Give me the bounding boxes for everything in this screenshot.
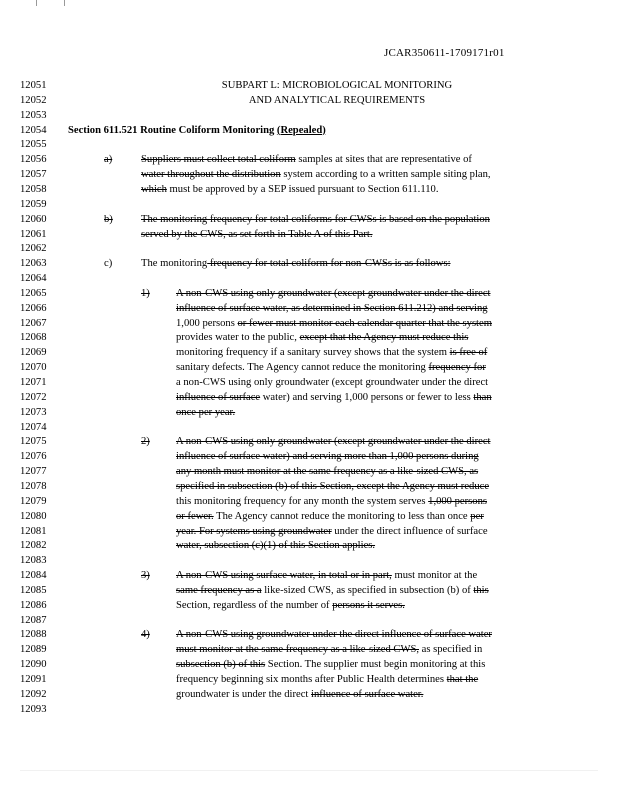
document-line: [0, 569, 618, 584]
line-number: 12067: [20, 317, 47, 329]
document-line: [0, 346, 618, 361]
document-line: [0, 198, 618, 213]
line-number: 12074: [20, 421, 47, 433]
text-segment: water) and serving 1,000 persons or fewer to less: [260, 391, 474, 403]
document-line: [0, 614, 618, 629]
text-segment: as specified in: [419, 644, 483, 656]
document-line: [0, 599, 618, 614]
line-number: 12063: [20, 258, 47, 270]
deleted-text: influence of surface water, as determined in Section 611.212) and serving: [176, 302, 488, 314]
document-line: [0, 539, 618, 554]
line-text: [68, 124, 326, 139]
line-number: 12061: [20, 228, 47, 240]
text-segment: groundwater is under the direct: [176, 688, 312, 700]
document-line: [0, 228, 618, 243]
text-segment: under the direct influence of surface: [331, 525, 488, 537]
line-number: 12081: [20, 525, 47, 537]
deleted-text: any month must monitor at the same frequency as a like-sized CWS, as: [176, 466, 479, 478]
text-segment: Section. The supplier must begin monitoring at this: [265, 659, 486, 671]
subsection-marker: 2): [141, 436, 150, 448]
page-edge: [20, 770, 598, 771]
subpart-title: [193, 94, 425, 109]
text-segment: samples at sites that are representative of: [295, 154, 472, 166]
line-number: 12065: [20, 287, 47, 299]
deleted-text: persons it serves.: [332, 599, 405, 611]
line-text: [176, 688, 423, 703]
subsection-marker: b): [104, 213, 113, 225]
line-number: 12073: [20, 406, 47, 418]
line-number: 12056: [20, 154, 47, 166]
text-segment: SUBPART L: MICROBIOLOGICAL MONITORING: [221, 80, 453, 91]
line-text: [141, 213, 490, 228]
document-line: [0, 391, 618, 406]
line-number: 12080: [20, 510, 47, 522]
line-text: [176, 539, 375, 554]
line-number: 12089: [20, 644, 47, 656]
deleted-text: year. For systems using groundwater: [176, 525, 332, 537]
document-line: [0, 421, 618, 436]
text-segment: frequency beginning six months after Public Health determines: [176, 674, 447, 685]
document-line: [0, 495, 618, 510]
line-text: [176, 599, 405, 614]
line-number: 12068: [20, 332, 47, 344]
line-number: 12052: [20, 94, 47, 106]
line-text: [176, 643, 482, 658]
line-number: 12079: [20, 495, 47, 507]
text-segment: sanitary defects. The Agency cannot reduce the monitoring: [176, 362, 429, 374]
line-number: 12076: [20, 451, 47, 463]
deleted-text: 1,000 persons: [428, 495, 487, 507]
subpart-title: [166, 79, 452, 94]
document-line: [0, 525, 618, 540]
document-line: [0, 376, 618, 391]
line-number: 12085: [20, 584, 47, 596]
line-number: 12078: [20, 480, 47, 492]
subsection-marker: 1): [141, 287, 150, 299]
document-line: [0, 138, 618, 153]
line-number: 12072: [20, 391, 47, 403]
deleted-text: water, subsection (c)(1) of this Section applies.: [176, 540, 376, 552]
text-segment: must monitor at the: [391, 570, 478, 582]
deleted-text: The monitoring frequency for total coliforms for CWSs is based on the population: [141, 213, 490, 225]
deleted-text: influence of surface water) and serving more than 1,000 persons during: [176, 451, 479, 463]
line-text: [176, 510, 484, 525]
document-line: [0, 94, 618, 109]
deleted-text: once per year.: [176, 406, 236, 418]
line-number: 12075: [20, 436, 47, 448]
deleted-text: same frequency as a: [176, 584, 262, 596]
line-number: 12059: [20, 198, 47, 210]
deleted-text: specified in subsection (b) of this Section, except the Agency must reduce: [176, 480, 490, 492]
deleted-text: influence of surface water.: [311, 688, 424, 700]
line-text: [141, 257, 451, 272]
deleted-text: A non-CWS using only groundwater (except groundwater under the direct: [176, 287, 491, 299]
line-text: [176, 391, 492, 406]
line-number: 12054: [20, 124, 47, 136]
line-number: 12071: [20, 377, 47, 388]
line-text: [176, 673, 478, 688]
document-id: JCAR350611-1709171r01: [384, 47, 505, 59]
text-segment: monitoring frequency if a sanitary survey shows that the system: [176, 347, 450, 359]
document-line: [0, 480, 618, 495]
deleted-text: frequency for total coliform for non-CWSs is as follows:: [207, 258, 451, 270]
line-text: [141, 168, 491, 183]
line-text: [176, 406, 235, 421]
subsection-marker: a): [104, 154, 113, 166]
line-text: [176, 317, 492, 332]
deleted-text: or fewer.: [176, 510, 214, 522]
deleted-text: frequency for: [428, 362, 486, 374]
line-text: [176, 465, 478, 480]
document-line: [0, 703, 618, 718]
text-segment: this monitoring frequency for any month the system serves: [176, 495, 429, 507]
line-text: [176, 450, 479, 465]
text-segment: system according to a written sample siting plan,: [280, 169, 491, 181]
document-line: [0, 673, 618, 688]
scan-artifact: [64, 0, 65, 6]
document-line: [0, 183, 618, 198]
document-line: [0, 124, 618, 139]
text-segment: The Agency cannot reduce the monitoring to less than once: [213, 510, 471, 522]
deleted-text: per: [470, 510, 484, 522]
document-line: [0, 79, 618, 94]
deleted-text: served by the CWS, as set forth in Table A of this Part.: [141, 228, 373, 240]
document-line: [0, 584, 618, 599]
document-line: [0, 109, 618, 124]
line-number: 12066: [20, 302, 47, 314]
line-number: 12051: [20, 80, 47, 91]
document-line: [0, 287, 618, 302]
deleted-text: influence of surface: [176, 391, 261, 403]
subsection-marker: 4): [141, 629, 150, 641]
document-line: [0, 643, 618, 658]
line-number: 12091: [20, 674, 47, 685]
document-line: [0, 450, 618, 465]
deleted-text: that the: [446, 674, 479, 685]
text-segment: Section, regardless of the number of: [176, 599, 333, 611]
line-text: [141, 228, 373, 243]
text-segment: a non-CWS using only groundwater (except groundwater under the direct: [176, 377, 489, 388]
line-text: [176, 361, 486, 376]
line-number: 12087: [20, 614, 47, 626]
line-number: 12064: [20, 273, 47, 285]
line-number: 12090: [20, 659, 47, 671]
line-text: [176, 376, 488, 391]
text-segment: Section 611.521 Routine Coliform Monitoring: [68, 124, 277, 136]
subsection-marker: 3): [141, 570, 150, 582]
line-number: 12092: [20, 688, 47, 700]
line-number: 12088: [20, 629, 47, 641]
line-number: 12069: [20, 347, 47, 359]
document-line: [0, 554, 618, 569]
line-number: 12084: [20, 570, 47, 582]
document-line: [0, 435, 618, 450]
document-line: [0, 213, 618, 228]
deleted-text: must monitor at the same frequency as a like-sized CWS,: [176, 644, 419, 656]
document-line: [0, 688, 618, 703]
line-text: [176, 628, 492, 643]
line-number: 12082: [20, 540, 47, 552]
document-line: [0, 242, 618, 257]
line-number: 12053: [20, 109, 47, 121]
document-line: [0, 361, 618, 376]
document-line: [0, 465, 618, 480]
document-line: [0, 153, 618, 168]
line-text: [176, 569, 477, 584]
deleted-text: A non-CWS using surface water, in total or in part,: [176, 570, 392, 582]
text-segment: The monitoring: [141, 258, 208, 270]
deleted-text: which: [141, 183, 167, 195]
scan-artifact: [36, 0, 37, 6]
line-text: [176, 584, 489, 599]
document-line: [0, 658, 618, 673]
line-number: 12093: [20, 703, 47, 715]
line-text: [176, 658, 485, 673]
line-number: 12070: [20, 362, 47, 374]
line-text: [176, 302, 488, 317]
subsection-marker: c): [104, 258, 113, 270]
text-segment: must be approved by a SEP issued pursuant to Section 611.110.: [166, 183, 439, 195]
document-line: [0, 331, 618, 346]
document-line: [0, 317, 618, 332]
document-line: [0, 168, 618, 183]
line-text: [176, 495, 487, 510]
document-line: [0, 510, 618, 525]
document-line: [0, 272, 618, 287]
line-number: 12057: [20, 169, 47, 181]
deleted-text: A non-CWS using groundwater under the direct influence of surface water: [176, 629, 492, 641]
line-text: [176, 435, 491, 450]
line-number: 12062: [20, 243, 47, 255]
line-number: 12083: [20, 555, 47, 567]
deleted-text: subsection (b) of this: [176, 659, 266, 671]
deleted-text: than: [473, 391, 492, 403]
deleted-text: A non-CWS using only groundwater (except groundwater under the direct: [176, 436, 491, 448]
line-number: 12058: [20, 183, 47, 195]
line-text: [176, 346, 487, 361]
deleted-text: or fewer must monitor each calendar quarter that the system: [237, 317, 492, 329]
document-line: [0, 257, 618, 272]
document-line: [0, 302, 618, 317]
line-text: [176, 331, 468, 346]
text-segment: provides water to the public,: [176, 332, 300, 344]
line-number: 12086: [20, 599, 47, 611]
line-text: [176, 480, 489, 495]
deleted-text: except that the Agency must reduce this: [299, 332, 469, 344]
line-number: 12055: [20, 139, 47, 151]
line-text: [176, 525, 488, 540]
deleted-text: this: [473, 584, 489, 596]
document-line: [0, 406, 618, 421]
deleted-text: water throughout the distribution: [141, 169, 281, 181]
text-segment: (Repealed): [276, 124, 326, 136]
line-text: [176, 287, 491, 302]
line-text: [141, 183, 438, 198]
document-line: [0, 628, 618, 643]
deleted-text: is free of: [449, 347, 488, 359]
line-number: 12060: [20, 213, 47, 225]
deleted-text: Suppliers must collect total coliform: [141, 154, 296, 166]
line-text: [141, 153, 472, 168]
text-segment: 1,000 persons: [176, 317, 238, 329]
text-segment: like-sized CWS, as specified in subsection (b) of: [261, 584, 474, 596]
line-number: 12077: [20, 466, 47, 478]
text-segment: AND ANALYTICAL REQUIREMENTS: [248, 94, 426, 106]
